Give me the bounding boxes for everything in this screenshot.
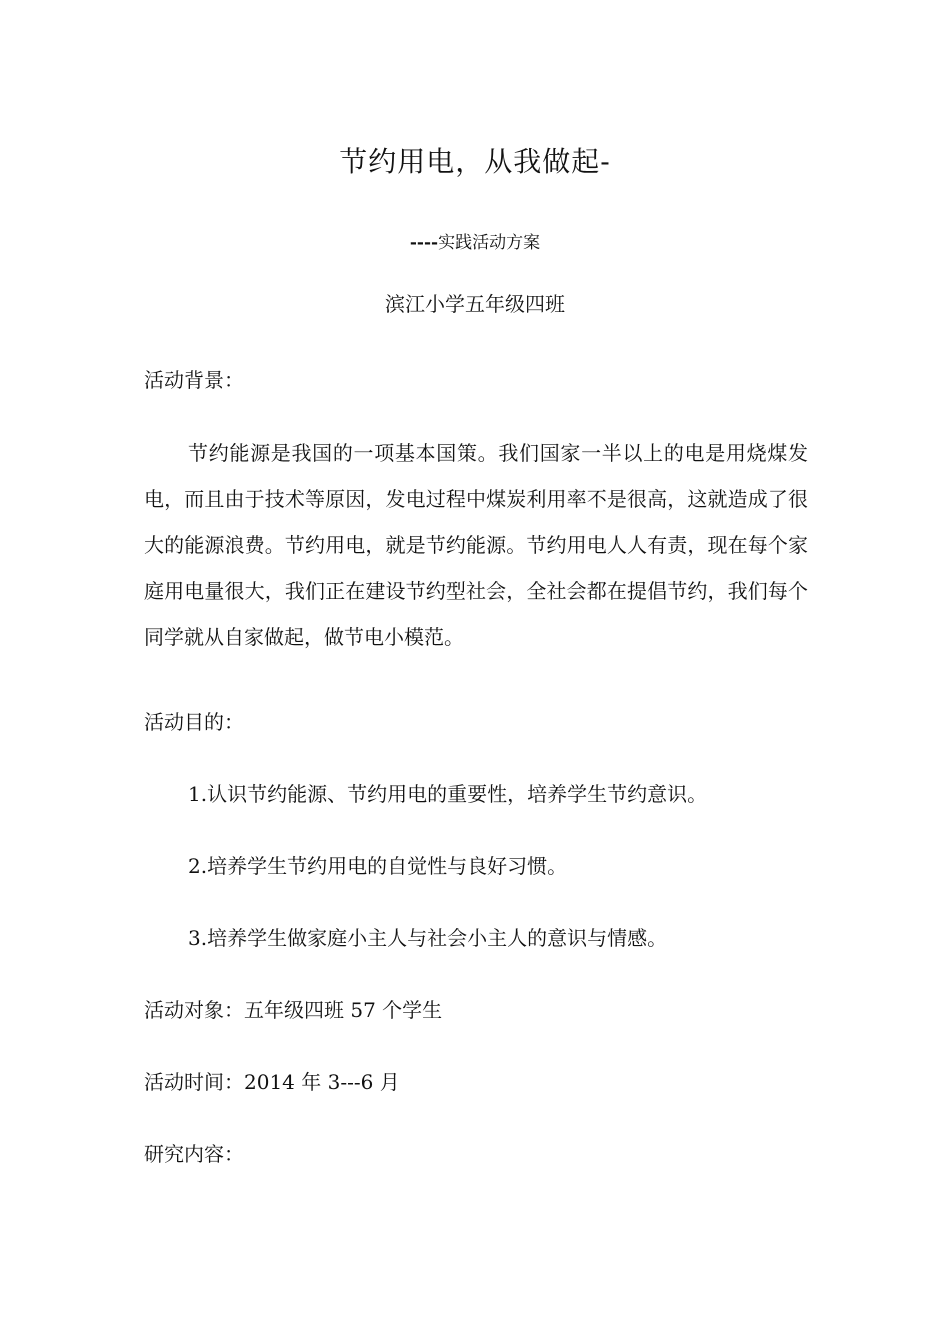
goal-item-1: 1.认识节约能源、节约用电的重要性，培养学生节约意识。 bbox=[188, 782, 708, 806]
school-name: 滨江小学五年级四班 bbox=[385, 292, 565, 316]
background-heading: 活动背景： bbox=[144, 368, 244, 392]
activity-target: 活动对象：五年级四班 57 个学生 bbox=[144, 998, 443, 1022]
goal-item-3: 3.培养学生做家庭小主人与社会小主人的意识与情感。 bbox=[188, 926, 668, 950]
research-heading: 研究内容： bbox=[144, 1142, 244, 1166]
document-subtitle bbox=[0, 228, 950, 253]
activity-time: 活动时间：2014 年 3---6 月 bbox=[144, 1070, 400, 1094]
document-title: 节约用电，从我做起- bbox=[339, 145, 611, 178]
subtitle-text: 实践活动方案 bbox=[438, 233, 541, 253]
goal-item-2: 2.培养学生节约用电的自觉性与良好习惯。 bbox=[188, 854, 568, 878]
subtitle-dash: ---- bbox=[409, 233, 439, 253]
background-paragraph: 节约能源是我国的一项基本国策。我们国家一半以上的电是用烧煤发电，而且由于技术等原因，发电过程中煤炭利用率不是很高，这就造成了很大的能源浪费。节约用电，就是节约能源。节约用电人人有责，现在每个家庭用电量很大，我们正在建设节约型社会，全社会都在提倡节约，我们每个同学就从自家做起，做节电小模范。 bbox=[144, 441, 808, 649]
goals-heading: 活动目的： bbox=[144, 710, 244, 734]
